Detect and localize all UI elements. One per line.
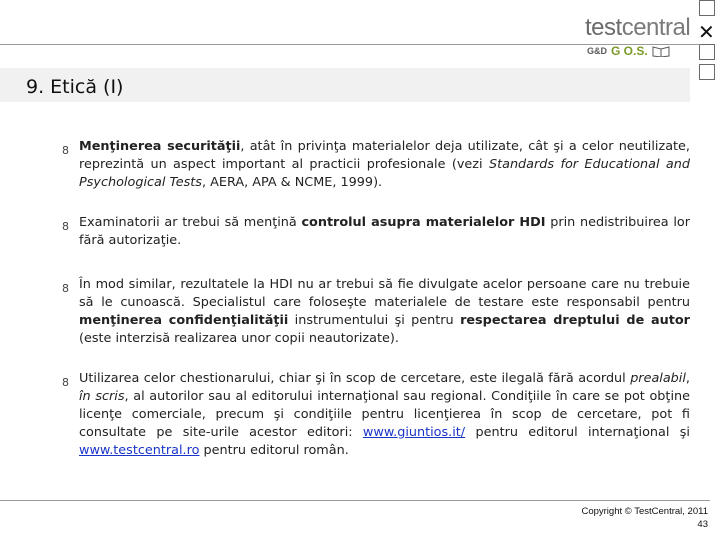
p1-bold: Menţinerea securităţii bbox=[79, 139, 241, 154]
p4-text4: pentru editorul internaţional şi bbox=[465, 425, 690, 440]
testcentral-link[interactable]: www.testcentral.ro bbox=[79, 443, 200, 458]
gos-badge-icon: G O.S. bbox=[611, 44, 648, 58]
book-icon bbox=[652, 45, 670, 57]
p4-text2: , bbox=[685, 371, 690, 386]
logo-wordmark-part2: central bbox=[621, 14, 691, 41]
window-square-top bbox=[699, 0, 715, 16]
logo-wordmark-part1: test bbox=[585, 14, 622, 41]
paragraph-licensing bbox=[79, 370, 690, 460]
bullet-icon: 8 bbox=[62, 144, 69, 157]
bullet-icon: 8 bbox=[62, 220, 69, 233]
paragraph-control bbox=[79, 214, 690, 250]
p1-italic: Standards for Educational and Psychological Tests bbox=[79, 157, 691, 190]
page-number: 43 bbox=[697, 519, 708, 530]
p1-text2: , AERA, APA & NCME, 1999). bbox=[201, 175, 383, 190]
p4-text3: , al autorilor sau al editorului internaţional sau regional. Condiţiile în care se pot obţine licenţe comerciale, precum şi condiţiile pentru licenţierea în scop de cercetare, pot fi consultate pe site-urile acestor editori: bbox=[79, 389, 690, 440]
p4-text1: Utilizarea celor chestionarului, chiar şi în scop de cercetare, este ilegală fără acordul bbox=[79, 371, 631, 386]
giuntios-link[interactable]: www.giuntios.it/ bbox=[362, 425, 466, 440]
close-icon[interactable]: ✕ bbox=[698, 20, 715, 44]
paragraph-security bbox=[79, 138, 690, 192]
page-title: 9. Etică (I) bbox=[26, 76, 124, 98]
p2-bold: controlul asupra materialelor HDI bbox=[301, 215, 546, 230]
p4-text5: pentru editorul român. bbox=[199, 443, 349, 458]
logo-partner-badges bbox=[587, 44, 670, 58]
logo-wordmark bbox=[585, 14, 690, 42]
p2-text2: prin nedistribuirea lor fără autorizaţie. bbox=[79, 215, 690, 248]
paragraph-confidentiality bbox=[79, 276, 690, 348]
window-square-middle bbox=[699, 44, 715, 60]
copyright-text: Copyright © TestCentral, 2011 bbox=[581, 506, 708, 517]
p3-bold2: respectarea dreptului de autor bbox=[460, 313, 690, 328]
bottom-divider bbox=[0, 500, 710, 501]
bullet-icon: 8 bbox=[62, 376, 69, 389]
p3-text3: (este interzisă realizarea unor copii neautorizate). bbox=[79, 331, 399, 346]
p4-italic2: în scris bbox=[79, 389, 125, 404]
p3-bold1: menţinerea confidenţialităţii bbox=[79, 313, 289, 328]
p1-text1: , atât în privinţa materialelor deja utilizate, cât şi a celor neutilizate, reprezintă un aspect important al practicii profesionale (vezi bbox=[79, 139, 690, 172]
p4-italic1: prealabil bbox=[630, 371, 686, 386]
window-square-bottom bbox=[699, 64, 715, 80]
p3-text1: În mod similar, rezultatele la HDI nu ar trebui să fie divulgate acelor persoane care nu trebuie să le cunoască. Specialistul care foloseşte materialele de testare este responsabil pentru bbox=[79, 277, 690, 310]
p3-text2: instrumentului şi pentru bbox=[288, 313, 461, 328]
testcentral-logo bbox=[585, 14, 697, 66]
p2-text1: Examinatorii ar trebui să menţină bbox=[79, 215, 302, 230]
gd-badge-icon: G&D bbox=[587, 46, 607, 56]
bullet-icon: 8 bbox=[62, 282, 69, 295]
